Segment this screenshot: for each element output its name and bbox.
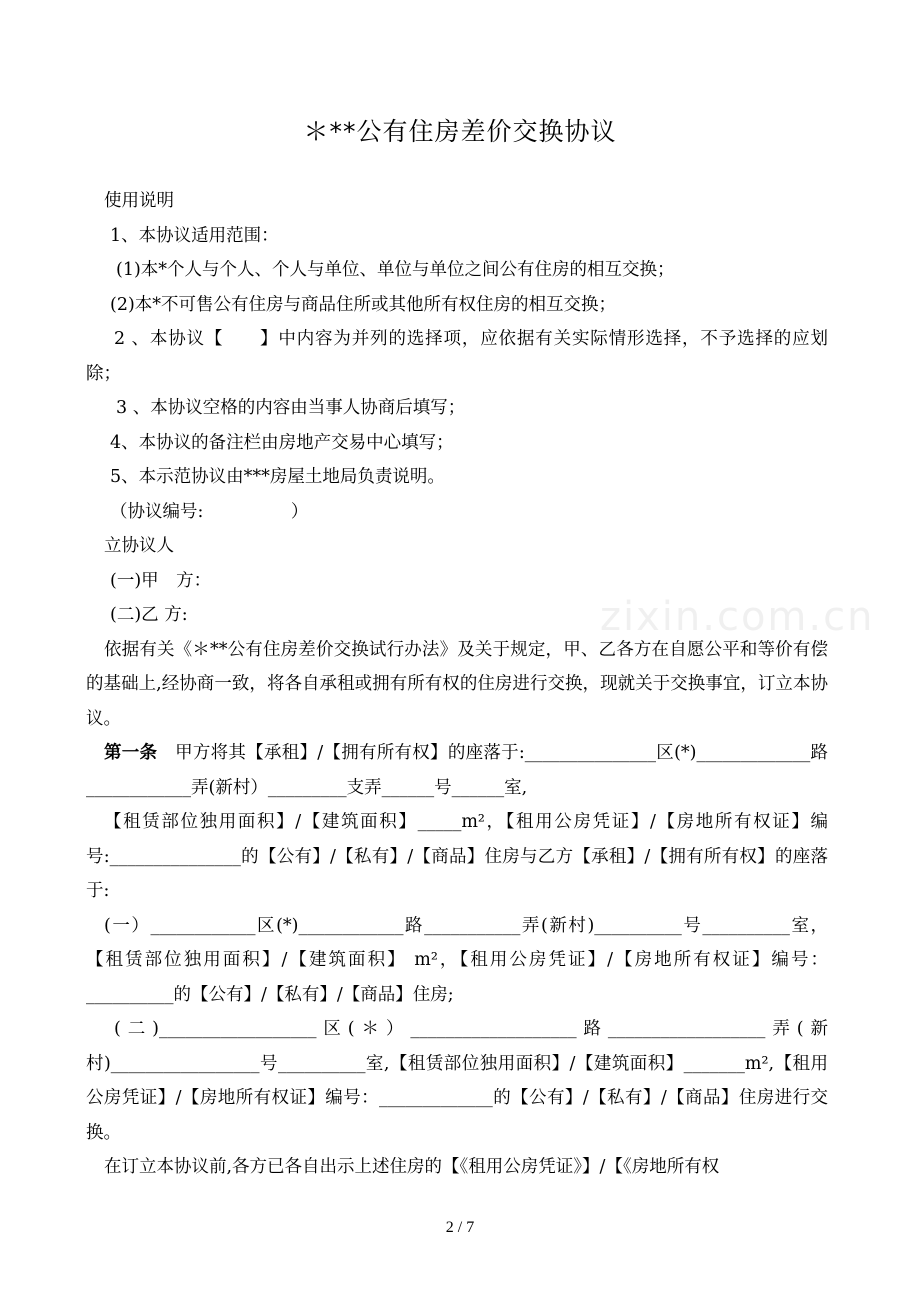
document-title: ＊**公有住房差价交换协议 — [303, 117, 617, 146]
document-body — [86, 184, 828, 1185]
article-label: 第一条 — [104, 743, 158, 763]
party-a: (一)甲 方： — [110, 570, 212, 591]
usage-item-3: 3 、本协议空格的内容由当事人协商后填写； — [116, 398, 466, 418]
scope-item: 1、本协议适用范围： — [110, 225, 279, 246]
preamble: 依据有关《＊**公有住房差价交换试行办法》及关于规定，甲、乙各方在自愿公平和等价有偿的基础上,经协商一致，将各自承租或拥有所有权的住房进行交换，现就关于交换事宜，订立本协议。 — [86, 639, 828, 729]
parties-heading: 立协议人 — [104, 536, 174, 556]
article-1-cont: 【租赁部位独用面积】/【建筑面积】_____m²，【租用公房凭证】/【房地所有权证】编号:_______________的【公有】/【私有】/【商品】住房与乙方【承租】/【拥有所有权】的座落于: — [86, 812, 828, 901]
watermark: zixin.com.cn — [600, 594, 875, 640]
article-1-text: 甲方将其【承租】/【拥有所有权】的座落于:_______________区(*)_____________路____________弄(新村）_________支弄______号______室, — [86, 743, 829, 798]
usage-item-5: 5、本示范协议由***房屋土地局负责说明。 — [110, 467, 445, 487]
usage-item-4: 4、本协议的备注栏由房地产交易中心填写； — [110, 432, 454, 453]
usage-item-2: 2 、本协议【 】中内容为并列的选择项，应依据有关实际情形选择，不予选择的应划除； — [86, 329, 828, 384]
party-b-property-2: (二)__________________区(＊）___________________路__________________弄(新村)_________________号__________室,【租赁部位独用面积】/【建筑面积】_______m²,【租用公房凭证】/【房地所有权证】编号：_____________的【公有】/【私有】/【商品】住房进行交换。 — [86, 1019, 828, 1143]
scope-subitem-1: (1)本*个人与个人、个人与单位、单位与单位之间公有住房的相互交换； — [116, 260, 675, 280]
article-1 — [86, 736, 828, 805]
agreement-number: （协议编号: ） — [110, 501, 309, 522]
party-b-property-1: (一）____________区(*)____________路___________弄(新村)__________号__________室，【租赁部位独用面积】/【建筑面积】 m²，【租用公房凭证】/【房地所有权证】编号：__________的【公有】/【私有】/【商品】住房; — [86, 915, 828, 1005]
scope-subitem-2: (2)本*不可售公有住房与商品住所或其他所有权住房的相互交换； — [110, 294, 617, 315]
party-b: (二)乙 方: — [110, 605, 188, 625]
page-number: 2 / 7 — [445, 1219, 475, 1236]
usage-heading: 使用说明 — [104, 191, 174, 211]
certificate-clause: 在订立本协议前,各方已各自出示上述住房的【《租用公房凭证》】/【《房地所有权 — [104, 1157, 720, 1177]
